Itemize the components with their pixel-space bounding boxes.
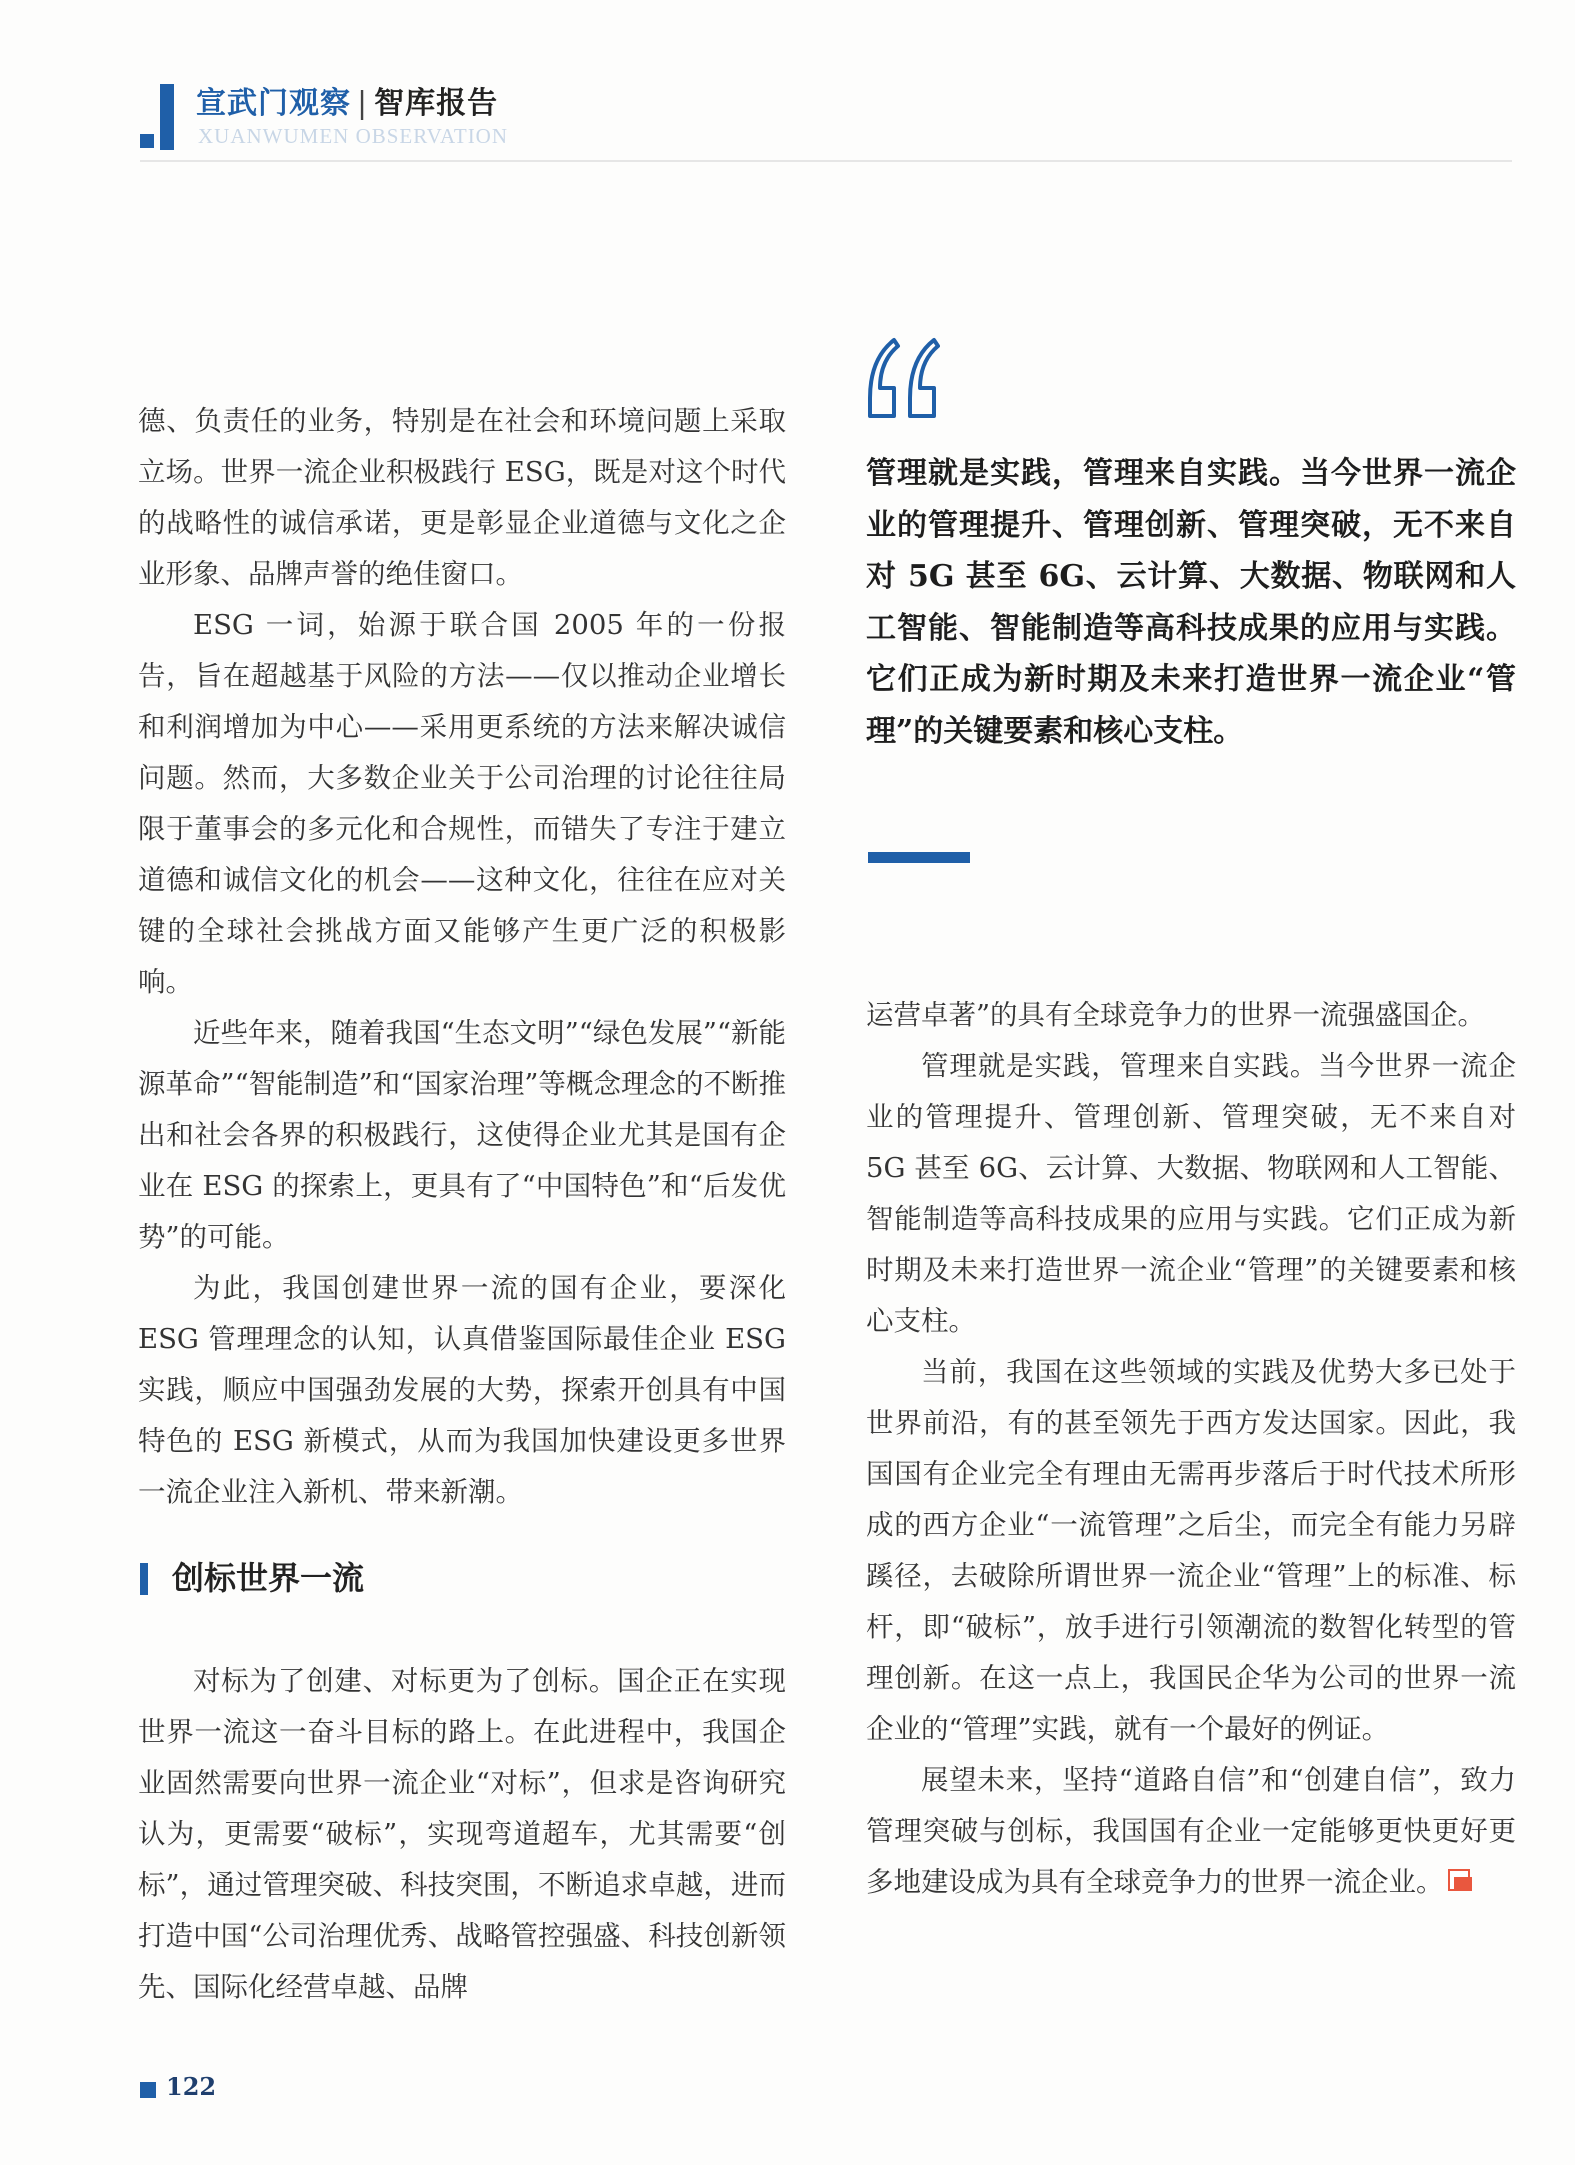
left-column-section-body (138, 1656, 786, 2013)
header-accent-square (140, 134, 154, 148)
body-paragraph: 管理就是实践，管理来自实践。当今世界一流企业的管理提升、管理创新、管理突破，无不来自对 5G 甚至 6G、云计算、大数据、物联网和人工智能、智能制造等高科技成果的应用与实践。它们正成为新时期及未来打造世界一流企业“管理”的关键要素和核心支柱。 (866, 1050, 1516, 1337)
body-paragraph: 德、负责任的业务，特别是在社会和环境问题上采取立场。世界一流企业积极践行 ESG，既是对这个时代的战略性的诚信承诺，更是彰显企业道德与文化之企业形象、品牌声誉的绝佳窗口。 (138, 405, 786, 590)
pull-quote-text: 管理就是实践，管理来自实践。当今世界一流企业的管理提升、管理创新、管理突破，无不来自对 5G 甚至 6G、云计算、大数据、物联网和人工智能、智能制造等高科技成果的应用与实践。它们正成为新时期及未来打造世界一流企业“管理”的关键要素和核心支柱。 (866, 456, 1516, 749)
header-accent-bar (160, 84, 174, 150)
body-paragraph-last (866, 1755, 1516, 1908)
column-title-sub: 智库报告 (374, 86, 499, 121)
column-title (196, 78, 498, 122)
final-paragraph-text: 展望未来，坚持“道路自信”和“创建自信”，致力管理突破与创标，我国国有企业一定能够更快更好更多地建设成为具有全球竞争力的世界一流企业。 (866, 1764, 1516, 1898)
body-paragraph: ESG 一词，始源于联合国 2005 年的一份报告，旨在超越基于风险的方法——仅以推动企业增长和利润增加为中心——采用更系统的方法来解决诚信问题。然而，大多数企业关于公司治理的讨论往往局限于董事会的多元化和合规性，而错失了专注于建立道德和诚信文化的机会——这种文化，往往在应对关键的全球社会挑战方面又能够产生更广泛的积极影响。 (138, 609, 786, 998)
pull-quote (866, 448, 1516, 757)
column-title-divider: | (357, 86, 369, 121)
body-paragraph: 近些年来，随着我国“生态文明”“绿色发展”“新能源革命”“智能制造”和“国家治理”等概念理念的不断推出和社会各界的积极践行，这使得企业尤其是国有企业在 ESG 的探索上，更具有了“中国特色”和“后发优势”的可能。 (138, 1017, 786, 1253)
body-paragraph: 运营卓著”的具有全球竞争力的世界一流强盛国企。 (866, 999, 1486, 1031)
right-column-body (866, 990, 1516, 1908)
page-number: 122 (166, 2072, 217, 2101)
left-column-body (138, 396, 786, 1518)
open-double-quote-icon (864, 336, 940, 420)
body-paragraph: 对标为了创建、对标更为了创标。国企正在实现世界一流这一奋斗目标的路上。在此进程中，我国企业固然需要向世界一流企业“对标”，但求是咨询研究认为，更需要“破标”，实现弯道超车，尤其需要“创标”，通过管理突破、科技突围，不断追求卓越，进而打造中国“公司治理优秀、战略管控强盛、科技创新领先、国际化经营卓越、品牌 (138, 1665, 786, 2003)
header-divider (140, 160, 1512, 162)
pull-quote-underline (868, 852, 970, 863)
body-paragraph: 为此，我国创建世界一流的国有企业，要深化 ESG 管理理念的认知，认真借鉴国际最佳企业 ESG 实践，顺应中国强劲发展的大势，探索开创具有中国特色的 ESG 新模式，从而为我国加快建设更多世界一流企业注入新机、带来新潮。 (138, 1272, 786, 1508)
page-number-marker (140, 2082, 156, 2098)
column-title-main: 宣武门观察 (196, 86, 351, 121)
end-of-article-icon (1448, 1869, 1472, 1893)
body-paragraph: 当前，我国在这些领域的实践及优势大多已处于世界前沿，有的甚至领先于西方发达国家。因此，我国国有企业完全有理由无需再步落后于时代技术所形成的西方企业“一流管理”之后尘，而完全有能力另辟蹊径，去破除所谓世界一流企业“管理”上的标准、标杆，即“破标”，放手进行引领潮流的数智化转型的管理创新。在这一点上，我国民企华为公司的世界一流企业的“管理”实践，就有一个最好的例证。 (866, 1356, 1516, 1745)
section-heading-bar (140, 1563, 148, 1595)
section-heading: 创标世界一流 (172, 1559, 365, 1597)
column-title-english: XUANWUMEN OBSERVATION (198, 124, 509, 148)
